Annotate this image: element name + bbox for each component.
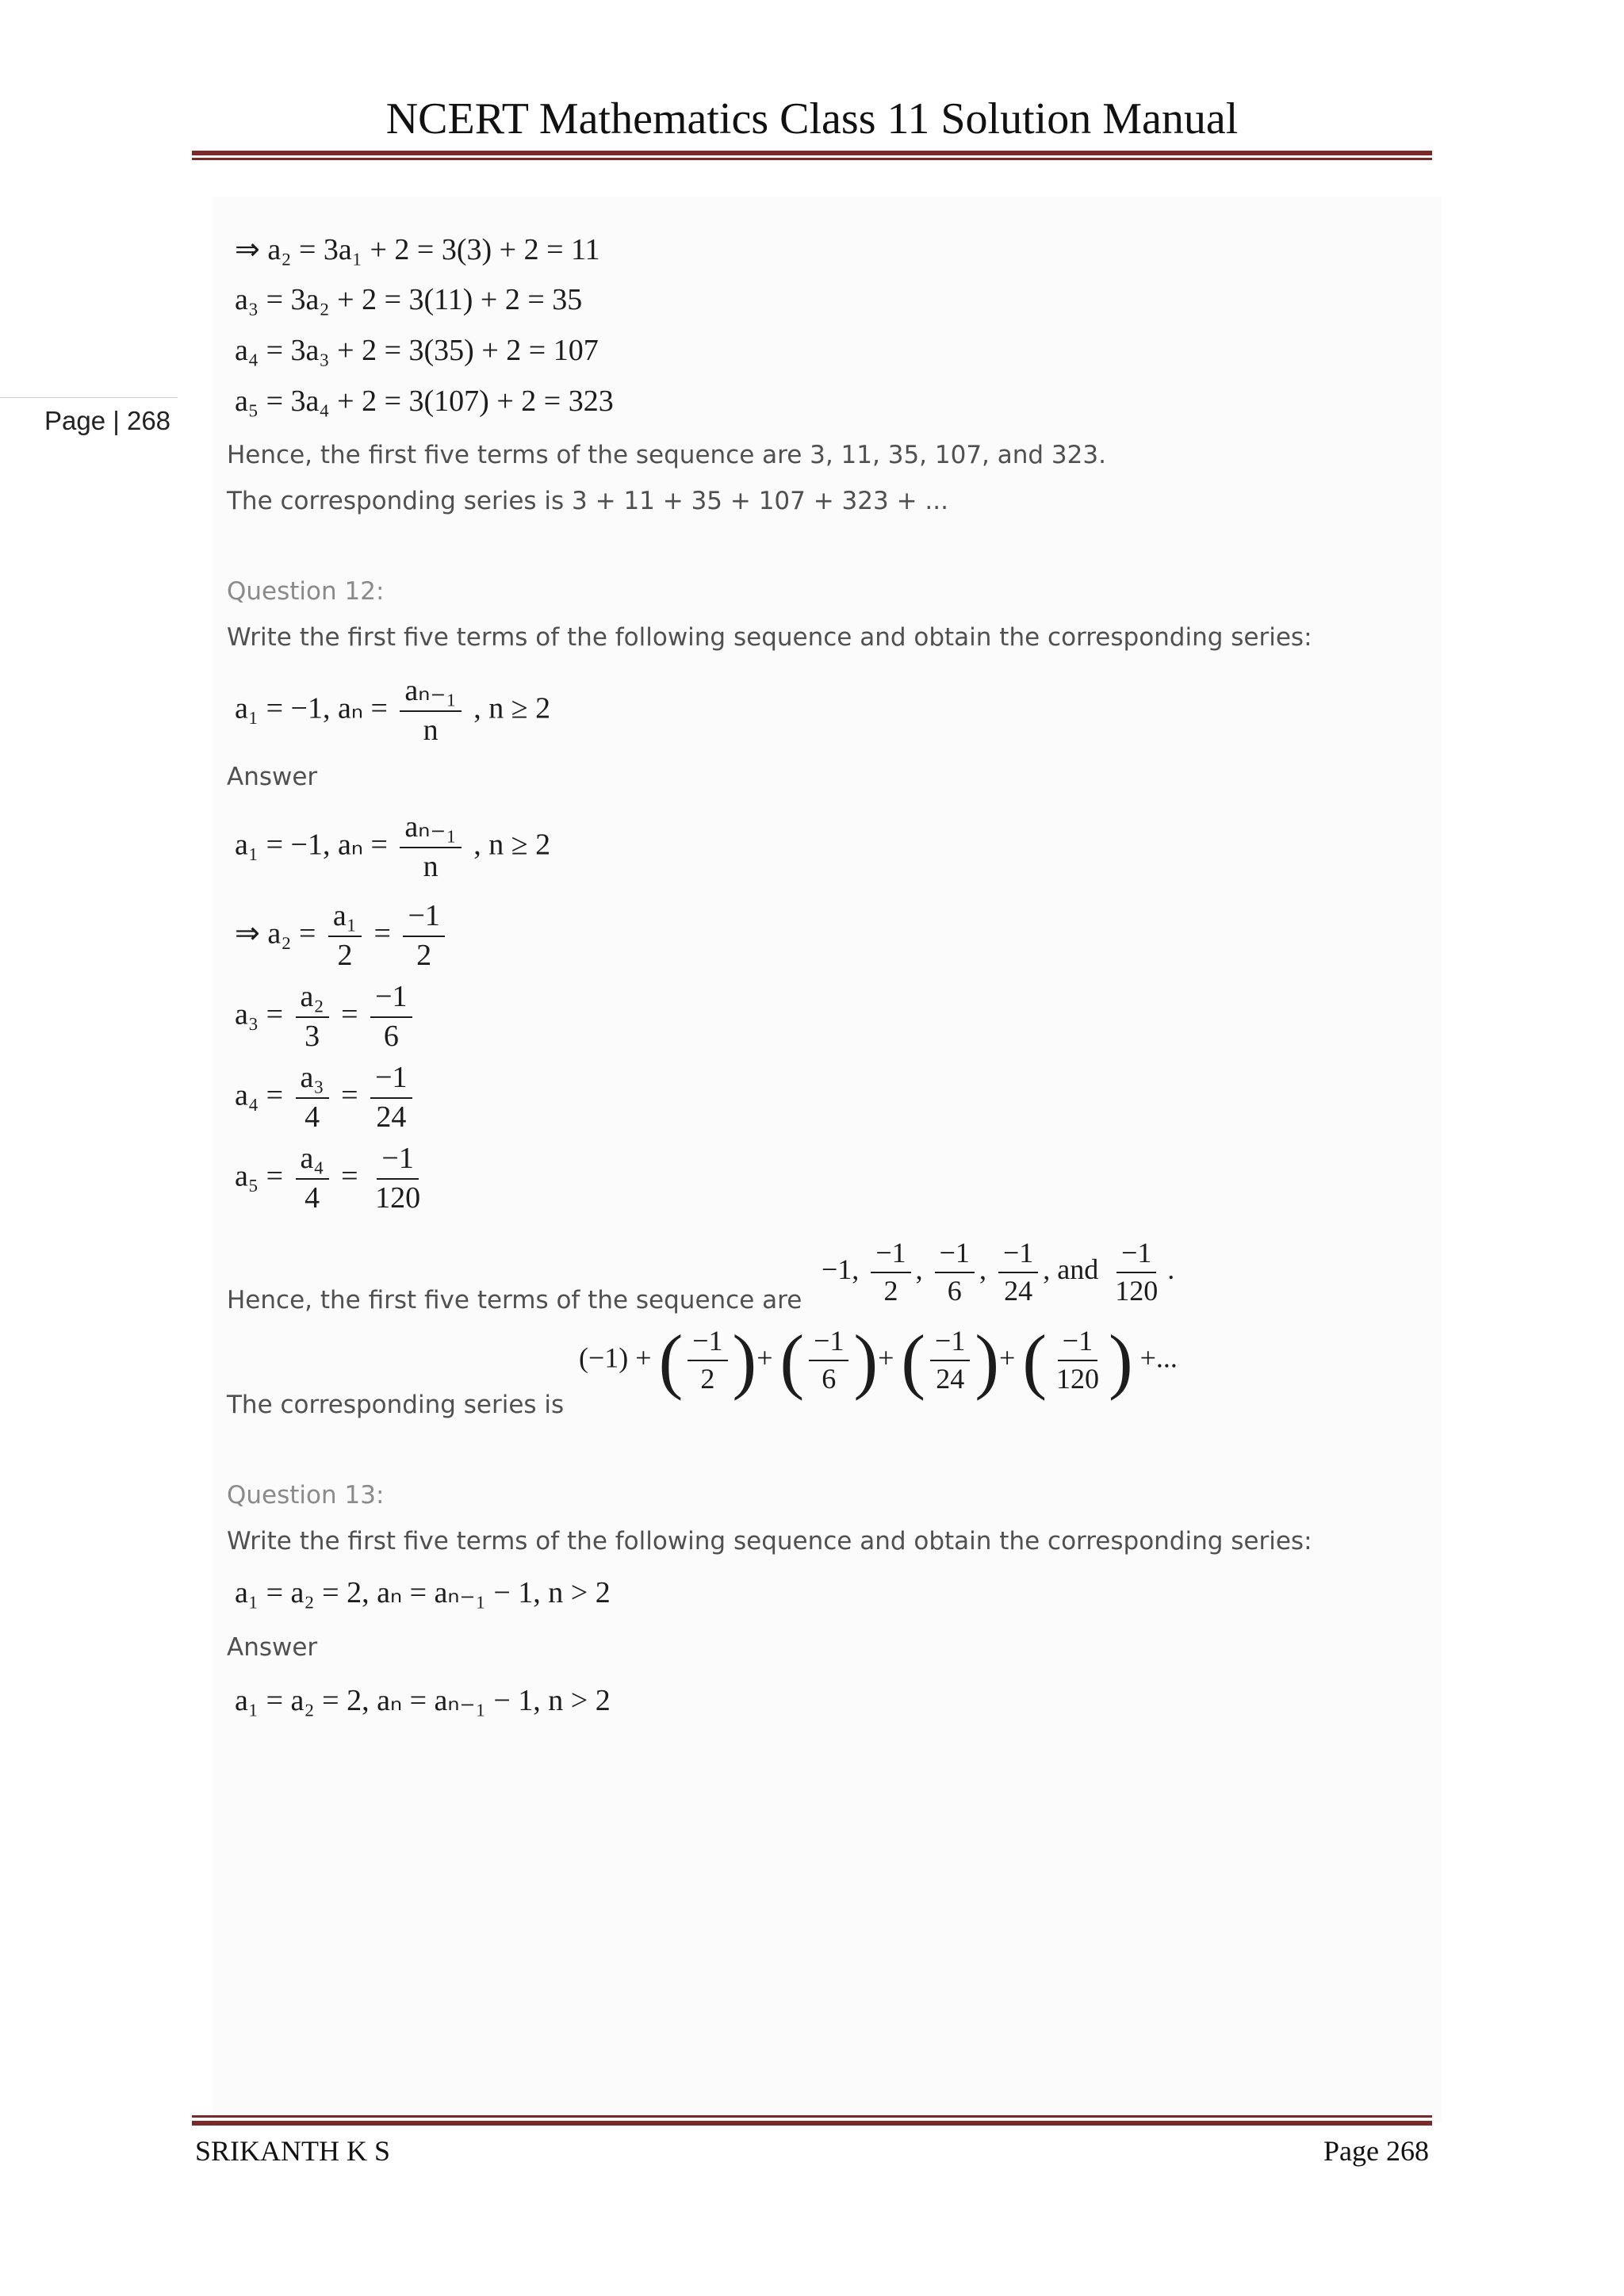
q12-a5-den: 4 xyxy=(304,1181,320,1215)
q12-a5-rden: 120 xyxy=(375,1181,421,1215)
paren-open-2: ( xyxy=(779,1320,805,1401)
math-line-a4: a₄ = 3a₃ + 2 = 3(35) + 2 = 107 xyxy=(235,334,599,367)
q12-hence-f3-num: −1 xyxy=(998,1238,1038,1273)
q12-def-num-repeat: aₙ₋₁ xyxy=(400,812,461,848)
q12-a5-rnum: −1 xyxy=(377,1143,418,1180)
q12-hence-f4-num: −1 xyxy=(1116,1238,1156,1273)
paren-open-1: ( xyxy=(658,1320,684,1401)
q12-hence-and: , and xyxy=(1043,1253,1099,1286)
q12-a2-result xyxy=(403,901,444,972)
q12-a4-num: a₃ xyxy=(296,1062,329,1099)
q12-s3-num: −1 xyxy=(930,1326,970,1361)
q12-series-frac-1 xyxy=(688,1326,727,1395)
q12-answer-label: Answer xyxy=(227,763,318,791)
q12-series-frac-3 xyxy=(930,1326,970,1395)
q12-a2-lhs: ⇒ a₂ = xyxy=(235,916,316,951)
q13-definition-repeat: a₁ = a₂ = 2, aₙ = aₙ₋₁ − 1, n > 2 xyxy=(235,1684,611,1717)
q12-a5-lhs: a₅ = xyxy=(235,1159,284,1193)
q12-definition-repeat xyxy=(235,812,550,883)
q12-a5-result xyxy=(370,1143,425,1215)
q12-def-prefix: a₁ = −1, aₙ = xyxy=(235,691,388,725)
paren-close-4: ) xyxy=(1108,1320,1133,1401)
footer-rule-thin xyxy=(192,2115,1432,2118)
page-header-title: NCERT Mathematics Class 11 Solution Manual xyxy=(385,94,1239,144)
q12-a4-rden: 24 xyxy=(376,1100,407,1134)
q12-hence-f1-num: −1 xyxy=(871,1238,910,1273)
q12-heading: Question 12: xyxy=(227,577,385,606)
q12-a3-result xyxy=(370,982,412,1053)
q12-a2-den: 2 xyxy=(337,938,353,972)
paren-close-3: ) xyxy=(975,1320,999,1401)
q12-def-suffix: , n ≥ 2 xyxy=(473,691,551,725)
q12-a4-lhs: a₄ = xyxy=(235,1078,284,1112)
q13-answer-label: Answer xyxy=(227,1633,318,1662)
q12-hence-frac-1 xyxy=(871,1238,910,1307)
q12-a4-den: 4 xyxy=(304,1100,320,1134)
q12-def-fraction-repeat xyxy=(400,812,461,883)
q12-hence-f1-den: 2 xyxy=(883,1274,898,1307)
math-line-a2: ⇒ a₂ = 3a₁ + 2 = 3(3) + 2 = 11 xyxy=(235,233,600,266)
q12-a2-line xyxy=(235,901,450,972)
q12-a3-line xyxy=(235,982,417,1053)
q12-hence-terms: −1, $\frac{-1}{2}$ , $\frac{-1}{6}$ , $\frac{-1}{24}$ , and $\frac{-1}{120}$ . xyxy=(822,1237,1175,1307)
q12-series-frac-4 xyxy=(1051,1326,1104,1395)
footer-rule-thick xyxy=(192,2121,1432,2126)
q12-hence-f2-num: −1 xyxy=(935,1238,975,1273)
q12-a4-eq: = xyxy=(341,1078,358,1112)
q12-hence-frac-4 xyxy=(1110,1238,1162,1307)
header-rule-thin xyxy=(192,158,1432,160)
q12-s1-den: 2 xyxy=(700,1363,715,1395)
paren-open-3: ( xyxy=(901,1320,926,1401)
footer-page-number: Page 268 xyxy=(1323,2135,1429,2167)
q12-a3-num: a₂ xyxy=(296,982,329,1018)
paren-open-4: ( xyxy=(1022,1320,1047,1401)
header-rule-thick xyxy=(192,151,1432,155)
q13-heading: Question 13: xyxy=(227,1481,385,1510)
q13-prompt: Write the first five terms of the following sequence and obtain the corresponding series: xyxy=(227,1527,1312,1556)
q12-a2-num: a₁ xyxy=(328,901,362,937)
side-rule xyxy=(0,397,178,398)
side-page-label: Page | 268 xyxy=(44,406,171,435)
q12-def-prefix-repeat: a₁ = −1, aₙ = xyxy=(235,828,388,862)
q12-a4-result xyxy=(370,1062,412,1134)
q12-def-fraction xyxy=(400,675,461,747)
q12-hence-f4-den: 120 xyxy=(1115,1274,1159,1307)
q12-s3-den: 24 xyxy=(936,1363,965,1395)
q12-def-num: aₙ₋₁ xyxy=(400,675,461,712)
q12-def-suffix-repeat: , n ≥ 2 xyxy=(473,828,551,862)
q12-a4-frac xyxy=(296,1062,329,1134)
q12-a2-rnum: −1 xyxy=(403,901,444,937)
q12-series-text: The corresponding series is xyxy=(227,1391,565,1419)
q12-hence-first: −1, xyxy=(822,1253,860,1286)
q12-a3-frac xyxy=(296,982,329,1053)
q12-s4-num: −1 xyxy=(1058,1326,1097,1361)
q12-hence-frac-2 xyxy=(935,1238,975,1307)
q12-hence-frac-3 xyxy=(998,1238,1038,1307)
q12-hence-f2-den: 6 xyxy=(947,1274,962,1307)
q12-series-tail: +... xyxy=(1139,1341,1178,1374)
q12-series-first: (−1) + xyxy=(579,1341,652,1374)
q13-definition: a₁ = a₂ = 2, aₙ = aₙ₋₁ − 1, n > 2 xyxy=(235,1576,611,1609)
q12-a2-rden: 2 xyxy=(416,938,432,972)
q12-a4-line xyxy=(235,1062,417,1134)
q12-a3-rnum: −1 xyxy=(370,982,412,1018)
paren-close-1: ) xyxy=(732,1320,757,1401)
q12-hence-text: Hence, the first five terms of the sequence are xyxy=(227,1286,802,1314)
q12-a4-rnum: −1 xyxy=(370,1062,412,1099)
q12-s2-num: −1 xyxy=(809,1326,848,1361)
q12-series-frac-2 xyxy=(809,1326,848,1395)
q12-s1-num: −1 xyxy=(688,1326,727,1361)
q12-s2-den: 6 xyxy=(822,1363,837,1395)
q11-series-text: The corresponding series is 3 + 11 + 35 + 107 + 323 + ... xyxy=(227,487,948,515)
q12-a5-eq: = xyxy=(341,1159,358,1193)
q12-definition xyxy=(235,675,550,747)
math-line-a5: a₅ = 3a₄ + 2 = 3(107) + 2 = 323 xyxy=(235,385,614,418)
footer-author: SRIKANTH K S xyxy=(195,2135,391,2167)
q12-a3-rden: 6 xyxy=(383,1019,399,1053)
q12-a5-frac xyxy=(296,1143,329,1215)
q12-def-den: n xyxy=(423,713,439,747)
q12-a5-num: a₄ xyxy=(296,1143,329,1180)
q12-series-expression: (−1) + ( $\frac{-1}{2}$ )+ ( $\frac{-1}{6}$ )+ ( $\frac{-1}{24}$ )+ ( $\frac{-1}{120}$ ) +... xyxy=(579,1320,1178,1401)
q12-a2-eq: = xyxy=(373,916,391,951)
q12-a2-frac xyxy=(328,901,362,972)
q12-a5-line xyxy=(235,1143,430,1215)
q12-def-den-repeat: n xyxy=(423,849,439,883)
q11-hence-text: Hence, the first five terms of the sequence are 3, 11, 35, 107, and 323. xyxy=(227,441,1106,469)
q12-s4-den: 120 xyxy=(1055,1363,1099,1395)
q12-a3-eq: = xyxy=(341,997,358,1031)
q12-prompt: Write the first five terms of the following sequence and obtain the corresponding series: xyxy=(227,623,1312,652)
paren-close-2: ) xyxy=(853,1320,879,1401)
q12-hence-f3-den: 24 xyxy=(1004,1274,1033,1307)
q12-a3-lhs: a₃ = xyxy=(235,997,284,1031)
q12-a3-den: 3 xyxy=(304,1019,320,1053)
math-line-a3: a₃ = 3a₂ + 2 = 3(11) + 2 = 35 xyxy=(235,283,583,316)
